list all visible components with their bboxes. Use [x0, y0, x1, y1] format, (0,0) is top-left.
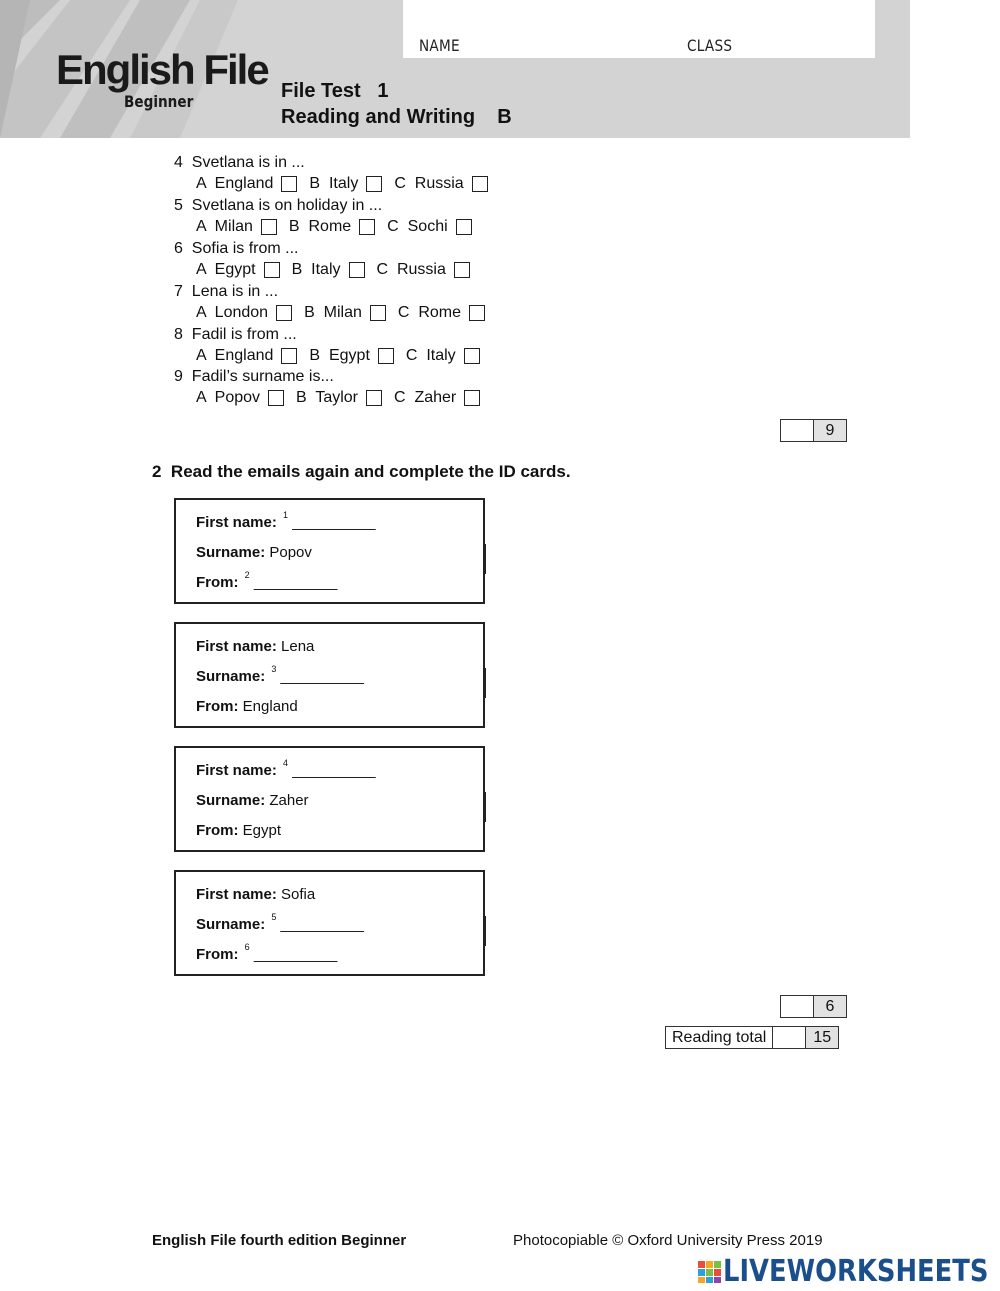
- option: A England: [196, 175, 297, 193]
- reading-total-label: Reading total: [666, 1027, 773, 1048]
- test-title: File Test 1: [281, 80, 389, 102]
- surname-line: Surname: Zaher: [196, 792, 309, 809]
- surname-line: Surname: Popov: [196, 544, 312, 561]
- liveworksheets-logo[interactable]: [697, 1254, 1000, 1289]
- first-name-line: First name: $^4$ __________: [196, 758, 376, 779]
- answer-checkbox[interactable]: [378, 348, 394, 364]
- first-name-blank[interactable]: __________: [292, 514, 376, 531]
- answer-checkbox[interactable]: [264, 262, 280, 278]
- first-name-line: First name: Sofia: [196, 886, 316, 903]
- footer-copyright: Photocopiable © Oxford University Press 2019: [513, 1232, 823, 1249]
- answer-checkbox[interactable]: [366, 390, 382, 406]
- score-box-task1: [780, 419, 847, 442]
- id-card-2: [174, 622, 485, 728]
- id-card-4: [174, 870, 485, 976]
- answer-checkbox[interactable]: [370, 305, 386, 321]
- answer-checkbox[interactable]: [349, 262, 365, 278]
- from-line: From: Egypt: [196, 822, 282, 839]
- question-7: 7 Lena is in ...: [174, 283, 279, 300]
- option: B Italy: [292, 261, 365, 279]
- answer-checkbox[interactable]: [268, 390, 284, 406]
- name-class-box: [403, 0, 875, 58]
- options-4: [196, 175, 500, 193]
- logo-subtitle: Beginner: [124, 92, 194, 111]
- reading-total-box: [665, 1026, 839, 1049]
- options-7: [196, 304, 497, 322]
- question-9: 9 Fadil’s surname is...: [174, 368, 334, 385]
- id-card-1: [174, 498, 485, 604]
- from-line: From: $^2$ __________: [196, 570, 338, 591]
- options-9: [196, 389, 492, 407]
- answer-checkbox[interactable]: [456, 219, 472, 235]
- option: A Egypt: [196, 261, 280, 279]
- surname-blank[interactable]: __________: [280, 668, 364, 685]
- test-subtitle: Reading and Writing B: [281, 106, 512, 128]
- option: C Italy: [406, 347, 480, 365]
- answer-checkbox[interactable]: [464, 348, 480, 364]
- option: A Popov: [196, 389, 284, 407]
- answer-checkbox[interactable]: [472, 176, 488, 192]
- liveworksheets-brand: LIVEWORKSHEETS: [723, 1254, 989, 1289]
- score-max: 9: [814, 420, 846, 441]
- score-input[interactable]: [781, 996, 814, 1017]
- answer-checkbox[interactable]: [281, 348, 297, 364]
- option: B Rome: [289, 218, 375, 236]
- first-name-blank[interactable]: __________: [292, 762, 376, 779]
- answer-checkbox[interactable]: [464, 390, 480, 406]
- task-2-instruction: 2 Read the emails again and complete the ID cards.: [152, 462, 571, 481]
- answer-checkbox[interactable]: [366, 176, 382, 192]
- option: C Russia: [377, 261, 470, 279]
- answer-checkbox[interactable]: [359, 219, 375, 235]
- answer-checkbox[interactable]: [469, 305, 485, 321]
- first-name-line: First name: $^1$ __________: [196, 510, 376, 531]
- question-4: 4 Svetlana is in ...: [174, 154, 305, 171]
- option: C Russia: [394, 175, 487, 193]
- footer-edition: English File fourth edition Beginner: [152, 1232, 407, 1249]
- option: B Italy: [309, 175, 382, 193]
- option: B Egypt: [309, 347, 393, 365]
- id-card-3: [174, 746, 485, 852]
- question-5: 5 Svetlana is on holiday in ...: [174, 197, 383, 214]
- first-name-line: First name: Lena: [196, 638, 315, 655]
- from-line: From: $^6$ __________: [196, 942, 338, 963]
- options-5: [196, 218, 484, 236]
- option: A London: [196, 304, 292, 322]
- from-line: From: England: [196, 698, 298, 715]
- question-8: 8 Fadil is from ...: [174, 326, 297, 343]
- question-6: 6 Sofia is from ...: [174, 240, 299, 257]
- score-box-task2: [780, 995, 847, 1018]
- option: B Milan: [304, 304, 386, 322]
- options-8: [196, 347, 492, 365]
- option: A England: [196, 347, 297, 365]
- score-input[interactable]: [781, 420, 814, 441]
- option: B Taylor: [296, 389, 382, 407]
- answer-checkbox[interactable]: [261, 219, 277, 235]
- class-label: CLASS: [687, 36, 733, 55]
- score-max: 6: [814, 996, 846, 1017]
- answer-checkbox[interactable]: [281, 176, 297, 192]
- surname-line: Surname: $^5$ __________: [196, 912, 364, 933]
- liveworksheets-icon: [697, 1260, 723, 1284]
- option: A Milan: [196, 218, 277, 236]
- reading-total-max: 15: [806, 1027, 838, 1048]
- option: C Sochi: [387, 218, 471, 236]
- from-blank[interactable]: __________: [253, 574, 338, 591]
- reading-total-input[interactable]: [773, 1027, 806, 1048]
- answer-checkbox[interactable]: [276, 305, 292, 321]
- from-blank[interactable]: __________: [253, 946, 338, 963]
- option: C Rome: [398, 304, 485, 322]
- answer-checkbox[interactable]: [454, 262, 470, 278]
- surname-blank[interactable]: __________: [280, 916, 364, 933]
- options-6: [196, 261, 482, 279]
- option: C Zaher: [394, 389, 480, 407]
- surname-line: Surname: $^3$ __________: [196, 664, 364, 685]
- test-header: [0, 0, 910, 138]
- name-label: NAME: [419, 36, 460, 55]
- logo-title: English File: [56, 46, 268, 93]
